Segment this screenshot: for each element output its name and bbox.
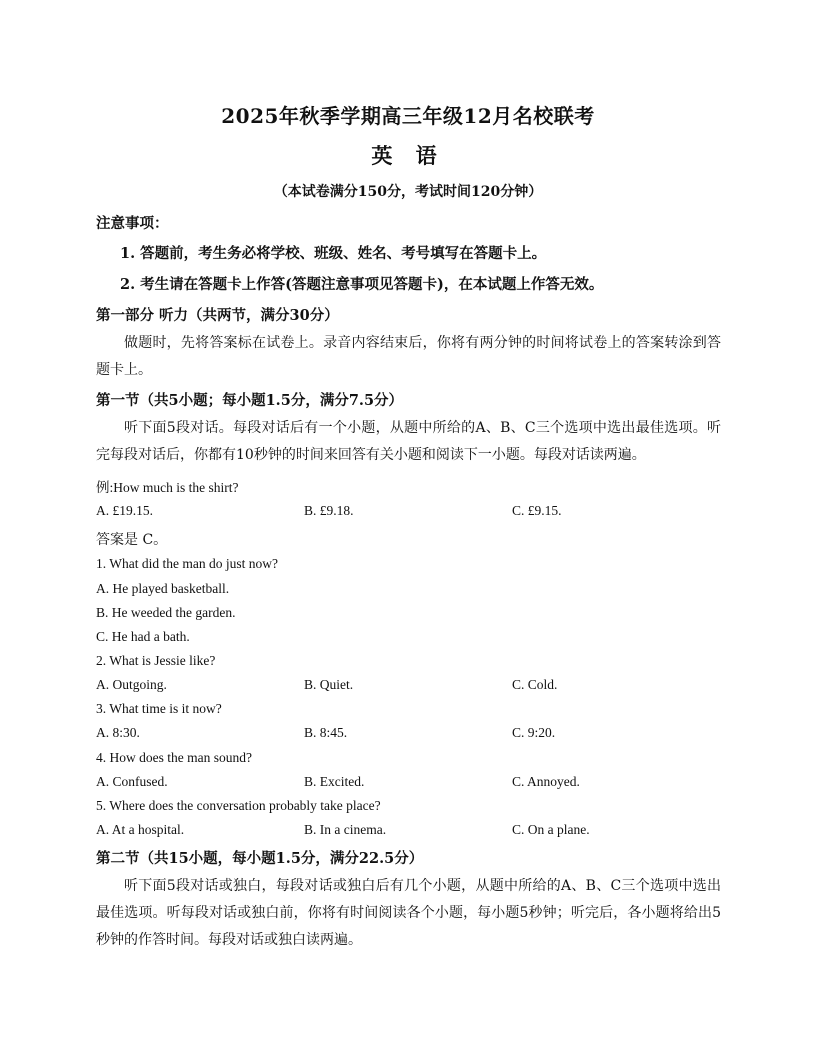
- question-5-option-c: C. On a plane.: [512, 822, 590, 837]
- part1-intro: 做题时，先将答案标在试卷上。录音内容结束后，你将有两分钟的时间将试卷上的答案转涂到答题卡上。: [96, 335, 721, 378]
- question-2: 2. What is Jessie like?: [96, 653, 216, 668]
- notice-item-1: 1. 答题前，考生务必将学校、班级、姓名、考号填写在答题卡上。: [120, 245, 547, 262]
- question-1-option-b: B. He weeded the garden.: [96, 605, 236, 620]
- example-answer: 答案是 C。: [96, 532, 168, 548]
- question-2-option-a: A. Outgoing.: [96, 677, 167, 692]
- question-5-option-b: B. In a cinema.: [304, 822, 387, 837]
- exam-title: 2025年秋季学期高三年级12月名校联考: [221, 104, 595, 128]
- section1-heading: 第一节（共5小题；每小题1.5分，满分7.5分）: [96, 392, 404, 409]
- question-4-option-b: B. Excited.: [304, 774, 365, 789]
- section2-heading: 第二节（共15小题，每小题1.5分，满分22.5分）: [96, 850, 424, 867]
- question-1-option-c: C. He had a bath.: [96, 629, 190, 644]
- example-option-b: B. £9.18.: [304, 503, 354, 518]
- question-1: 1. What did the man do just now?: [96, 556, 278, 571]
- question-3-option-c: C. 9:20.: [512, 725, 556, 740]
- question-2-option-b: B. Quiet.: [304, 677, 354, 692]
- question-5-option-a: A. At a hospital.: [96, 822, 185, 837]
- section1-intro: 听下面5段对话。每段对话后有一个小题，从题中所给的A、B、C三个选项中选出最佳选项。听完每段对话后，你都有10秒钟的时间来回答有关小题和阅读下一小题。每段对话读两遍。: [96, 420, 721, 463]
- question-4: 4. How does the man sound?: [96, 750, 252, 765]
- question-4-option-a: A. Confused.: [96, 774, 168, 789]
- notice-item-2: 2. 考生请在答题卡上作答(答题注意事项见答题卡)，在本试题上作答无效。: [120, 276, 604, 293]
- example-question: 例:How much is the shirt?: [96, 480, 239, 495]
- question-3: 3. What time is it now?: [96, 701, 222, 716]
- question-3-option-a: A. 8:30.: [96, 725, 140, 740]
- part1-heading: 第一部分 听力（共两节，满分30分）: [96, 307, 339, 324]
- example-option-a: A. £19.15.: [96, 503, 153, 518]
- notice-heading: 注意事项：: [96, 215, 169, 232]
- example-option-c: C. £9.15.: [512, 503, 562, 518]
- question-3-option-b: B. 8:45.: [304, 725, 348, 740]
- subject-title: 英 语: [371, 143, 445, 168]
- exam-note: （本试卷满分150分，考试时间120分钟）: [273, 184, 543, 200]
- question-5: 5. Where does the conversation probably take place?: [96, 798, 381, 813]
- question-1-option-a: A. He played basketball.: [96, 581, 230, 596]
- question-2-option-c: C. Cold.: [512, 677, 558, 692]
- section2-intro: 听下面5段对话或独白，每段对话或独白后有几个小题，从题中所给的A、B、C三个选项中选出最佳选项。听每段对话或独白前，你将有时间阅读各个小题，每小题5秒钟；听完后，各小题将给出5秒钟的作答时间。每段对话或独白读两遍。: [96, 878, 721, 948]
- question-4-option-c: C. Annoyed.: [512, 774, 580, 789]
